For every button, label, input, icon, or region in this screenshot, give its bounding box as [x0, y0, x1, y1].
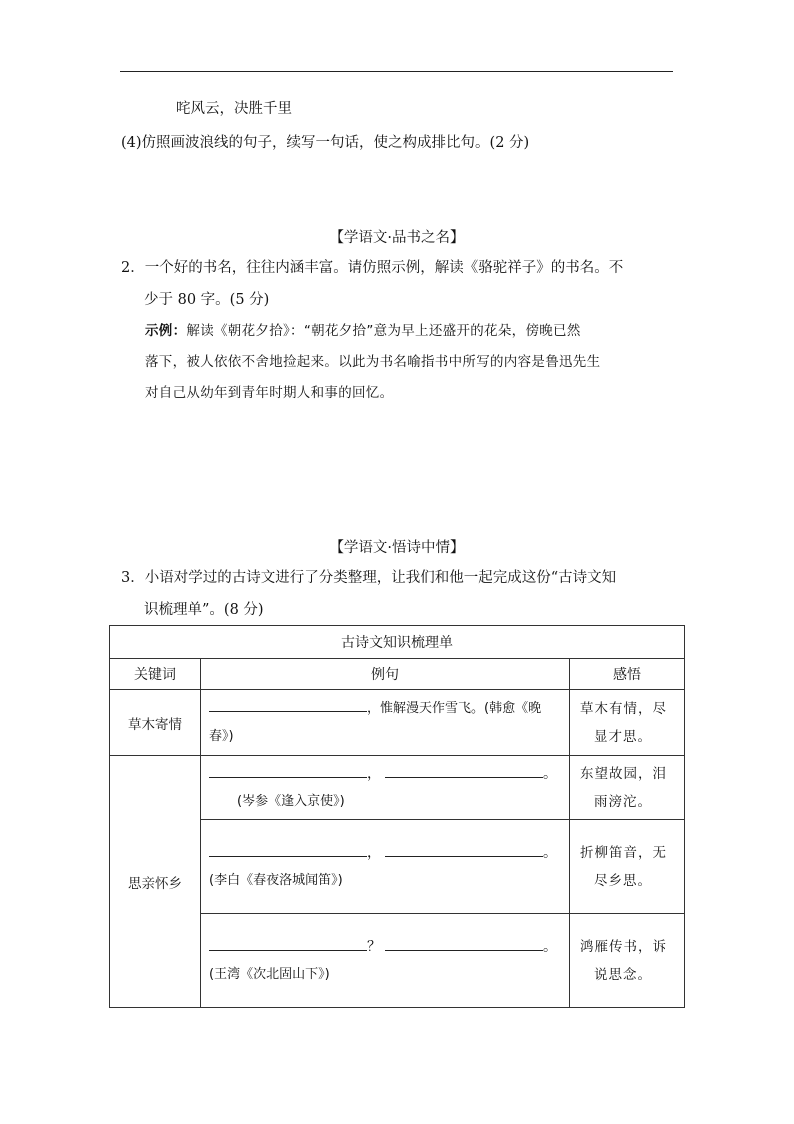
answer-blank[interactable] [385, 933, 543, 951]
separator-mark: ， [367, 844, 381, 861]
col-header-keyword: 关键词 [110, 659, 201, 690]
insight-line-1: 折柳笛音，无 [580, 844, 667, 861]
insight-line-2: 雨滂沱。 [594, 793, 652, 810]
example-line-3: 对自己从幼年到青年时期人和事的回忆。 [145, 385, 394, 401]
col-header-insight: 感悟 [570, 659, 685, 690]
example-line-1 [145, 321, 581, 341]
question-3-line-1: 3．小语对学过的古诗文进行了分类整理，让我们和他一起完成这份“古诗文知 [121, 570, 617, 586]
knowledge-table [109, 625, 685, 1008]
insight-line-1: 草木有情，尽 [580, 700, 667, 717]
end-mark: 。 [543, 844, 557, 861]
example-label: 示例： [145, 323, 187, 339]
answer-blank[interactable] [209, 694, 367, 712]
section-3-header: 【学语文·悟诗中情】 [329, 540, 465, 556]
separator-mark: ， [367, 765, 381, 782]
insight-line-1: 鸿雁传书，诉 [580, 938, 667, 955]
example-line-2: 落下，被人依依不舍地捡起来。以此为书名喻指书中所写的内容是鲁迅先生 [145, 354, 601, 370]
keyword-cell: 思亲怀乡 [110, 756, 201, 1008]
insight-line-1: 东望故园，泪 [580, 765, 667, 782]
insight-cell [570, 690, 685, 756]
end-mark: 。 [543, 938, 557, 955]
example-source: (王湾《次北固山下》) [209, 966, 330, 982]
question-3-line-2: 识梳理单”。(8 分) [144, 602, 264, 618]
question-2-line-2: 少于 80 字。(5 分) [144, 292, 270, 308]
answer-blank[interactable] [385, 760, 543, 778]
keyword-cell: 草木寄情 [110, 690, 201, 756]
continuation-text: 咤风云，决胜千里 [176, 101, 292, 117]
answer-blank[interactable] [209, 839, 367, 857]
insight-cell [570, 756, 685, 820]
insight-cell [570, 820, 685, 914]
insight-cell [570, 914, 685, 1008]
col-header-example: 例句 [201, 659, 570, 690]
end-mark: 。 [543, 765, 557, 782]
example-source: (李白《春夜洛城闻笛》) [209, 872, 343, 888]
answer-blank[interactable] [209, 760, 367, 778]
example-cell [201, 690, 570, 756]
header-rule [120, 71, 673, 72]
example-source: (岑参《逢入京使》) [237, 793, 345, 809]
answer-blank[interactable] [209, 933, 367, 951]
section-2-header: 【学语文·品书之名】 [329, 230, 465, 246]
table-row [110, 690, 685, 756]
question-4: (4)仿照画波浪线的句子，续写一句话，使之构成排比句。(2 分) [121, 135, 530, 151]
question-2-line-1: 2．一个好的书名，往往内涵丰富。请仿照示例，解读《骆驼祥子》的书名。不 [121, 260, 624, 276]
insight-line-2: 说思念。 [594, 966, 652, 983]
example-cell [201, 820, 570, 914]
answer-blank[interactable] [385, 839, 543, 857]
example-text-1: 解读《朝花夕拾》：“朝花夕拾”意为早上还盛开的花朵，傍晚已然 [186, 323, 581, 339]
example-source: 春》) [209, 729, 234, 744]
insight-line-2: 显才思。 [594, 728, 652, 745]
table-title: 古诗文知识梳理单 [110, 626, 685, 659]
table-row [110, 756, 685, 820]
example-text: ，惟解漫天作雪飞。(韩愈《晚 [367, 701, 542, 716]
insight-line-2: 尽乡思。 [594, 872, 652, 889]
example-cell [201, 756, 570, 820]
example-cell [201, 914, 570, 1008]
separator-mark: ？ [367, 938, 381, 955]
